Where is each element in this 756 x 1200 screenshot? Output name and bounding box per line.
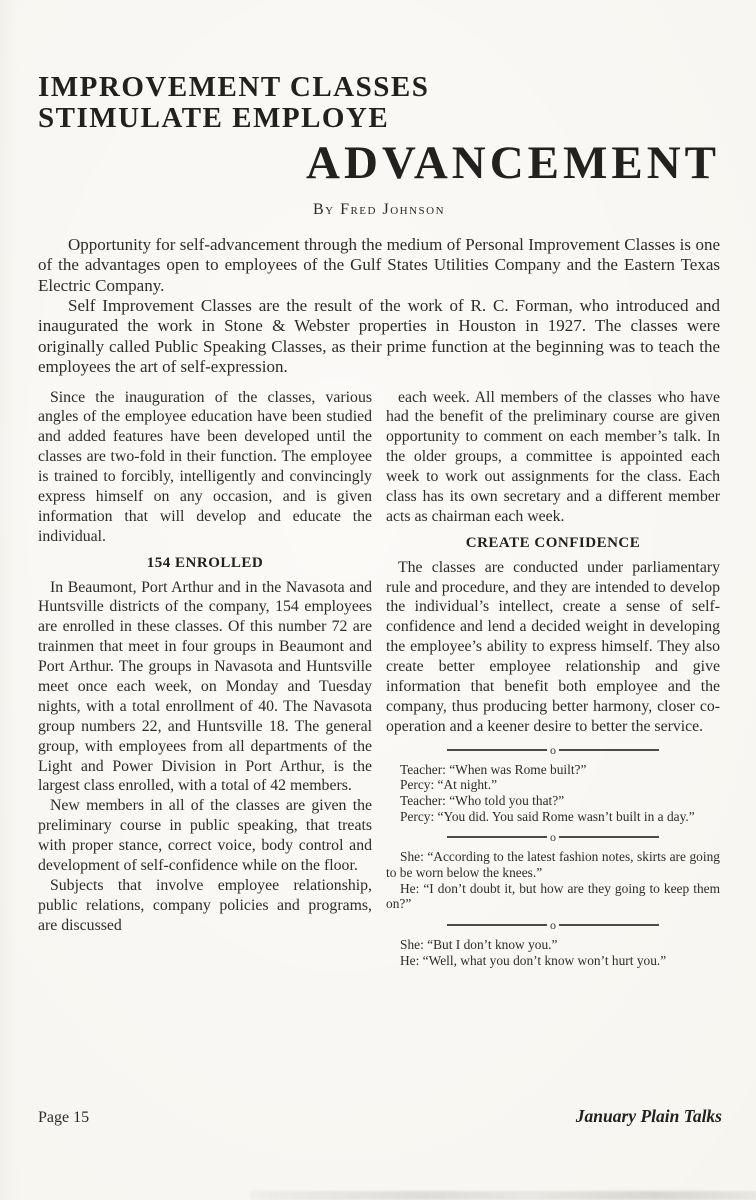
- intro-section: [38, 235, 720, 378]
- joke-item: [386, 937, 720, 968]
- section-heading-154-enrolled: 154 ENROLLED: [146, 554, 264, 571]
- joke-line: She: “According to the latest fashion notes, skirts are going to be worn below the knees.”: [386, 849, 720, 881]
- magazine-title: January Plain Talks: [575, 1106, 722, 1126]
- joke-item: [386, 849, 720, 912]
- scan-smudge-artifact: [250, 1191, 756, 1200]
- page-number: Page 15: [38, 1109, 90, 1126]
- article-header: [38, 72, 720, 219]
- joke-line: Percy: “At night.”: [400, 777, 498, 793]
- body-paragraph: Since the inauguration of the classes, various angles of the employee education have been studied and added features have been developed until the classes are two-fold in their function. The employee is trained to forcibly, intelligently and convincingly express himself on any occasion, and is given information that will develop and educate the individual.: [38, 388, 372, 545]
- section-divider: [447, 919, 659, 931]
- joke-line: He: “Well, what you don’t know won’t hurt you.”: [400, 952, 667, 968]
- article-columns: [38, 388, 720, 969]
- body-paragraph: In Beaumont, Port Arthur and in the Navasota and Huntsville districts of the company, 154 employees are enrolled in these classes. Of this number 72 are trainmen that meet in four groups in Beaumont and Port Arthur. The groups in Navasota and Huntsville meet once each week, on Monday and Tuesday nights, with a total enrollment of 40. The Navasota group numbers 22, and Huntsville 18. The general group, with employees from all departments of the Light and Power Division in Port Arthur, is the largest class enrolled, with a total of 42 members.: [38, 578, 372, 795]
- body-paragraph: each week. All members of the classes who have had the benefit of the preliminary course are given opportunity to comment on each member’s talk. In the older groups, a committee is appointed each week to work out assignments for the class. Each class has its own secretary and a different member acts as chairman each week.: [386, 388, 720, 525]
- joke-line: Percy: “You did. You said Rome wasn’t built in a day.”: [400, 808, 695, 824]
- article-kicker-line1: IMPROVEMENT CLASSES: [38, 71, 430, 103]
- divider-rule-right: [559, 924, 659, 926]
- section-heading-create-confidence: CREATE CONFIDENCE: [465, 534, 641, 551]
- divider-ornament: o: [550, 742, 556, 757]
- divider-ornament: o: [550, 830, 556, 845]
- divider-rule-right: [559, 749, 659, 751]
- right-column: [386, 388, 720, 969]
- joke-item: [386, 762, 720, 825]
- body-paragraph: New members in all of the classes are given the preliminary course in public speaking, that treats with proper stance, correct voice, body control and development of self-confidence while on the floor.: [38, 797, 372, 875]
- divider-ornament: o: [550, 918, 556, 933]
- divider-rule-left: [447, 924, 547, 926]
- page-footer: [38, 1106, 722, 1127]
- article-title: ADVANCEMENT: [306, 137, 720, 190]
- joke-line: She: “But I don’t know you.”: [400, 937, 558, 953]
- left-column: [38, 388, 372, 969]
- article-byline: By Fred Johnson: [312, 200, 446, 218]
- intro-paragraph: Opportunity for self-advancement through the medium of Personal Improvement Classes is one of the advantages open to employees of the Gulf States Utilities Company and the Eastern Texas Electric Company.: [38, 234, 720, 295]
- body-paragraph: The classes are conducted under parliamentary rule and procedure, and they are intended to develop the individual’s intellect, create a sense of self-confidence and lend a decided weight in developing the employee’s ability to express himself. They also create better employee relationship and give information that benefit both employee and the company, thus producing better harmony, closer co-operation and a keener desire to better the service.: [386, 558, 720, 735]
- body-paragraph: Subjects that involve employee relationship, public relations, company policies and programs, are discussed: [38, 876, 372, 934]
- divider-rule-left: [447, 749, 547, 751]
- article-kicker-line2: STIMULATE EMPLOYE: [38, 101, 390, 134]
- section-divider: [447, 744, 659, 756]
- section-divider: [447, 831, 659, 843]
- divider-rule-right: [559, 836, 659, 838]
- intro-paragraph: Self Improvement Classes are the result of the work of R. C. Forman, who introduced and inaugurated the work in Stone & Webster properties in Houston in 1927. The classes were originally called Public Speaking Classes, as their prime function at the beginning was to teach the employees the art of self-expression.: [38, 295, 720, 377]
- joke-line: Teacher: “When was Rome built?”: [400, 761, 587, 777]
- joke-line: He: “I don’t doubt it, but how are they going to keep them on?”: [386, 880, 720, 912]
- joke-line: Teacher: “Who told you that?”: [400, 793, 565, 809]
- divider-rule-left: [447, 836, 547, 838]
